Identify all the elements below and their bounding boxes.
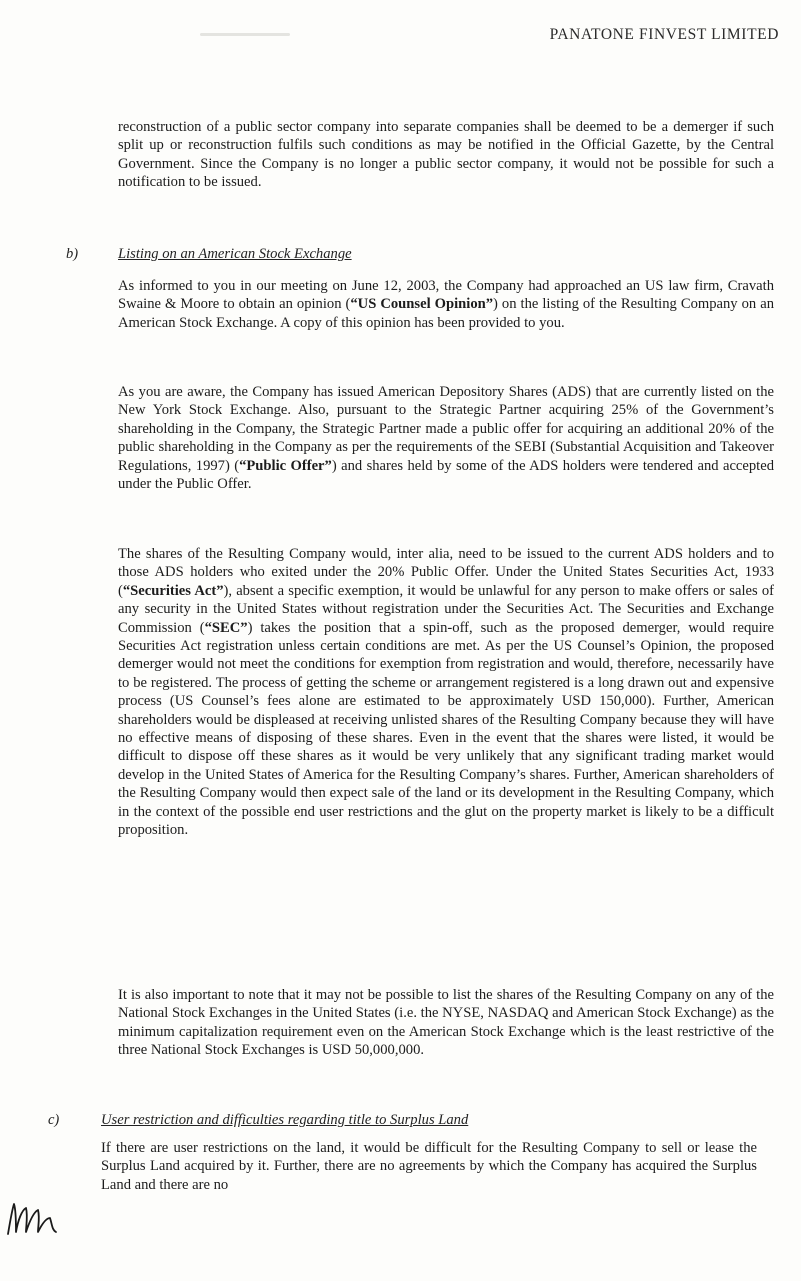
section-c-heading: User restriction and difficulties regarding title to Surplus Land xyxy=(101,1112,469,1128)
paragraph-securities-act xyxy=(118,545,774,840)
defined-term-securities-act: “Securities Act” xyxy=(122,582,224,599)
paragraph-ads xyxy=(118,383,774,493)
section-b-heading: Listing on an American Stock Exchange xyxy=(118,246,352,262)
text-span: ), absent a specific exemption, it would be unlawful for any person to make offers or sales of any security in the United States without registration under the Securities Act. The Securities and Exchange Commission ( xyxy=(118,582,774,636)
section-b-label: b) xyxy=(66,246,79,262)
section-c-label: c) xyxy=(48,1112,60,1128)
text-span: ) takes the position that a spin-off, such as the proposed demerger, would require Securities Act registration unless certain conditions are met. As per the US Counsel’s Opinion, the proposed demerger would not meet the conditions for exemption from registration and would, therefore, necessarily have to be registered. The process of getting the scheme or arrangement registered is a long drawn out and expensive process (US Counsel’s fees alone are estimated to be approximately USD 150,000). Further, American shareholders would be displeased at receiving unlisted shares of the Resulting Company because they will have no effective means of disposing of these shares. Even in the event that the shares were listed, it would be difficult to dispose off these shares as it would be very unlikely that any significant trading market would develop in the United States of America for the Resulting Company’s shares. Further, American shareholders of the Resulting Company would then expect sale of the land or its development in the Resulting Company, which in the context of the possible end user restrictions and the glut on the property market is likely to be a difficult proposition. xyxy=(118,619,774,839)
paragraph-us-counsel xyxy=(118,277,774,332)
defined-term-public-offer: “Public Offer” xyxy=(239,457,332,474)
scan-smudge xyxy=(200,33,290,36)
text-span: As informed to you in our meeting on June 12, 2003, the Company had approached an US law firm, Cravath Swaine & Moore to obtain an opinion ( xyxy=(118,278,774,313)
paragraph-user-restriction: If there are user restrictions on the land, it would be difficult for the Resulting Company to sell or lease the Surplus Land acquired by it. Further, there are no agreements by which the Company has acquired the Surplus Land and there are no xyxy=(101,1140,757,1193)
text-span: As you are aware, the Company has issued American Depository Shares (ADS) that are currently listed on the New York Stock Exchange. Also, pursuant to the Strategic Partner acquiring 25% of the Government’s shareholding in the Company, the Strategic Partner made a public offer for acquiring an additional 20% of the public shareholding in the Company as per the requirements of the SEBI (Substantial Acquisition and Takeover Regulations, 1997) ( xyxy=(118,384,774,474)
paragraph-national-exchanges: It is also important to note that it may not be possible to list the shares of the Resulting Company on any of the National Stock Exchanges in the United States (i.e. the NYSE, NASDAQ and American Stock Exchange) as the minimum capitalization requirement even on the American Stock Exchange which is the least restrictive of the three National Stock Exchanges is USD 50,000,000. xyxy=(118,987,774,1059)
defined-term-us-counsel-opinion: “US Counsel Opinion” xyxy=(350,296,494,313)
company-header: PANATONE FINVEST LIMITED xyxy=(549,26,779,43)
handwritten-initials xyxy=(4,1196,62,1240)
text-span: ) on the listing of the Resulting Company on an American Stock Exchange. A copy of this opinion has been provided to you. xyxy=(118,296,774,331)
text-span: The shares of the Resulting Company would, inter alia, need to be issued to the current ADS holders and to those ADS holders who exited under the 20% Public Offer. Under the United States Securities Act, 1933 ( xyxy=(118,546,774,599)
defined-term-sec: “SEC” xyxy=(204,619,248,636)
paragraph-continuation: reconstruction of a public sector company into separate companies shall be deemed to be a demerger if such split up or reconstruction fulfils such conditions as may be notified in the Official Gazette, by the Central Government. Since the Company is no longer a public sector company, it would not be possible for such a notification to be issued. xyxy=(118,119,774,191)
text-span: ) and shares held by some of the ADS holders were tendered and accepted under the Public Offer. xyxy=(118,457,774,493)
